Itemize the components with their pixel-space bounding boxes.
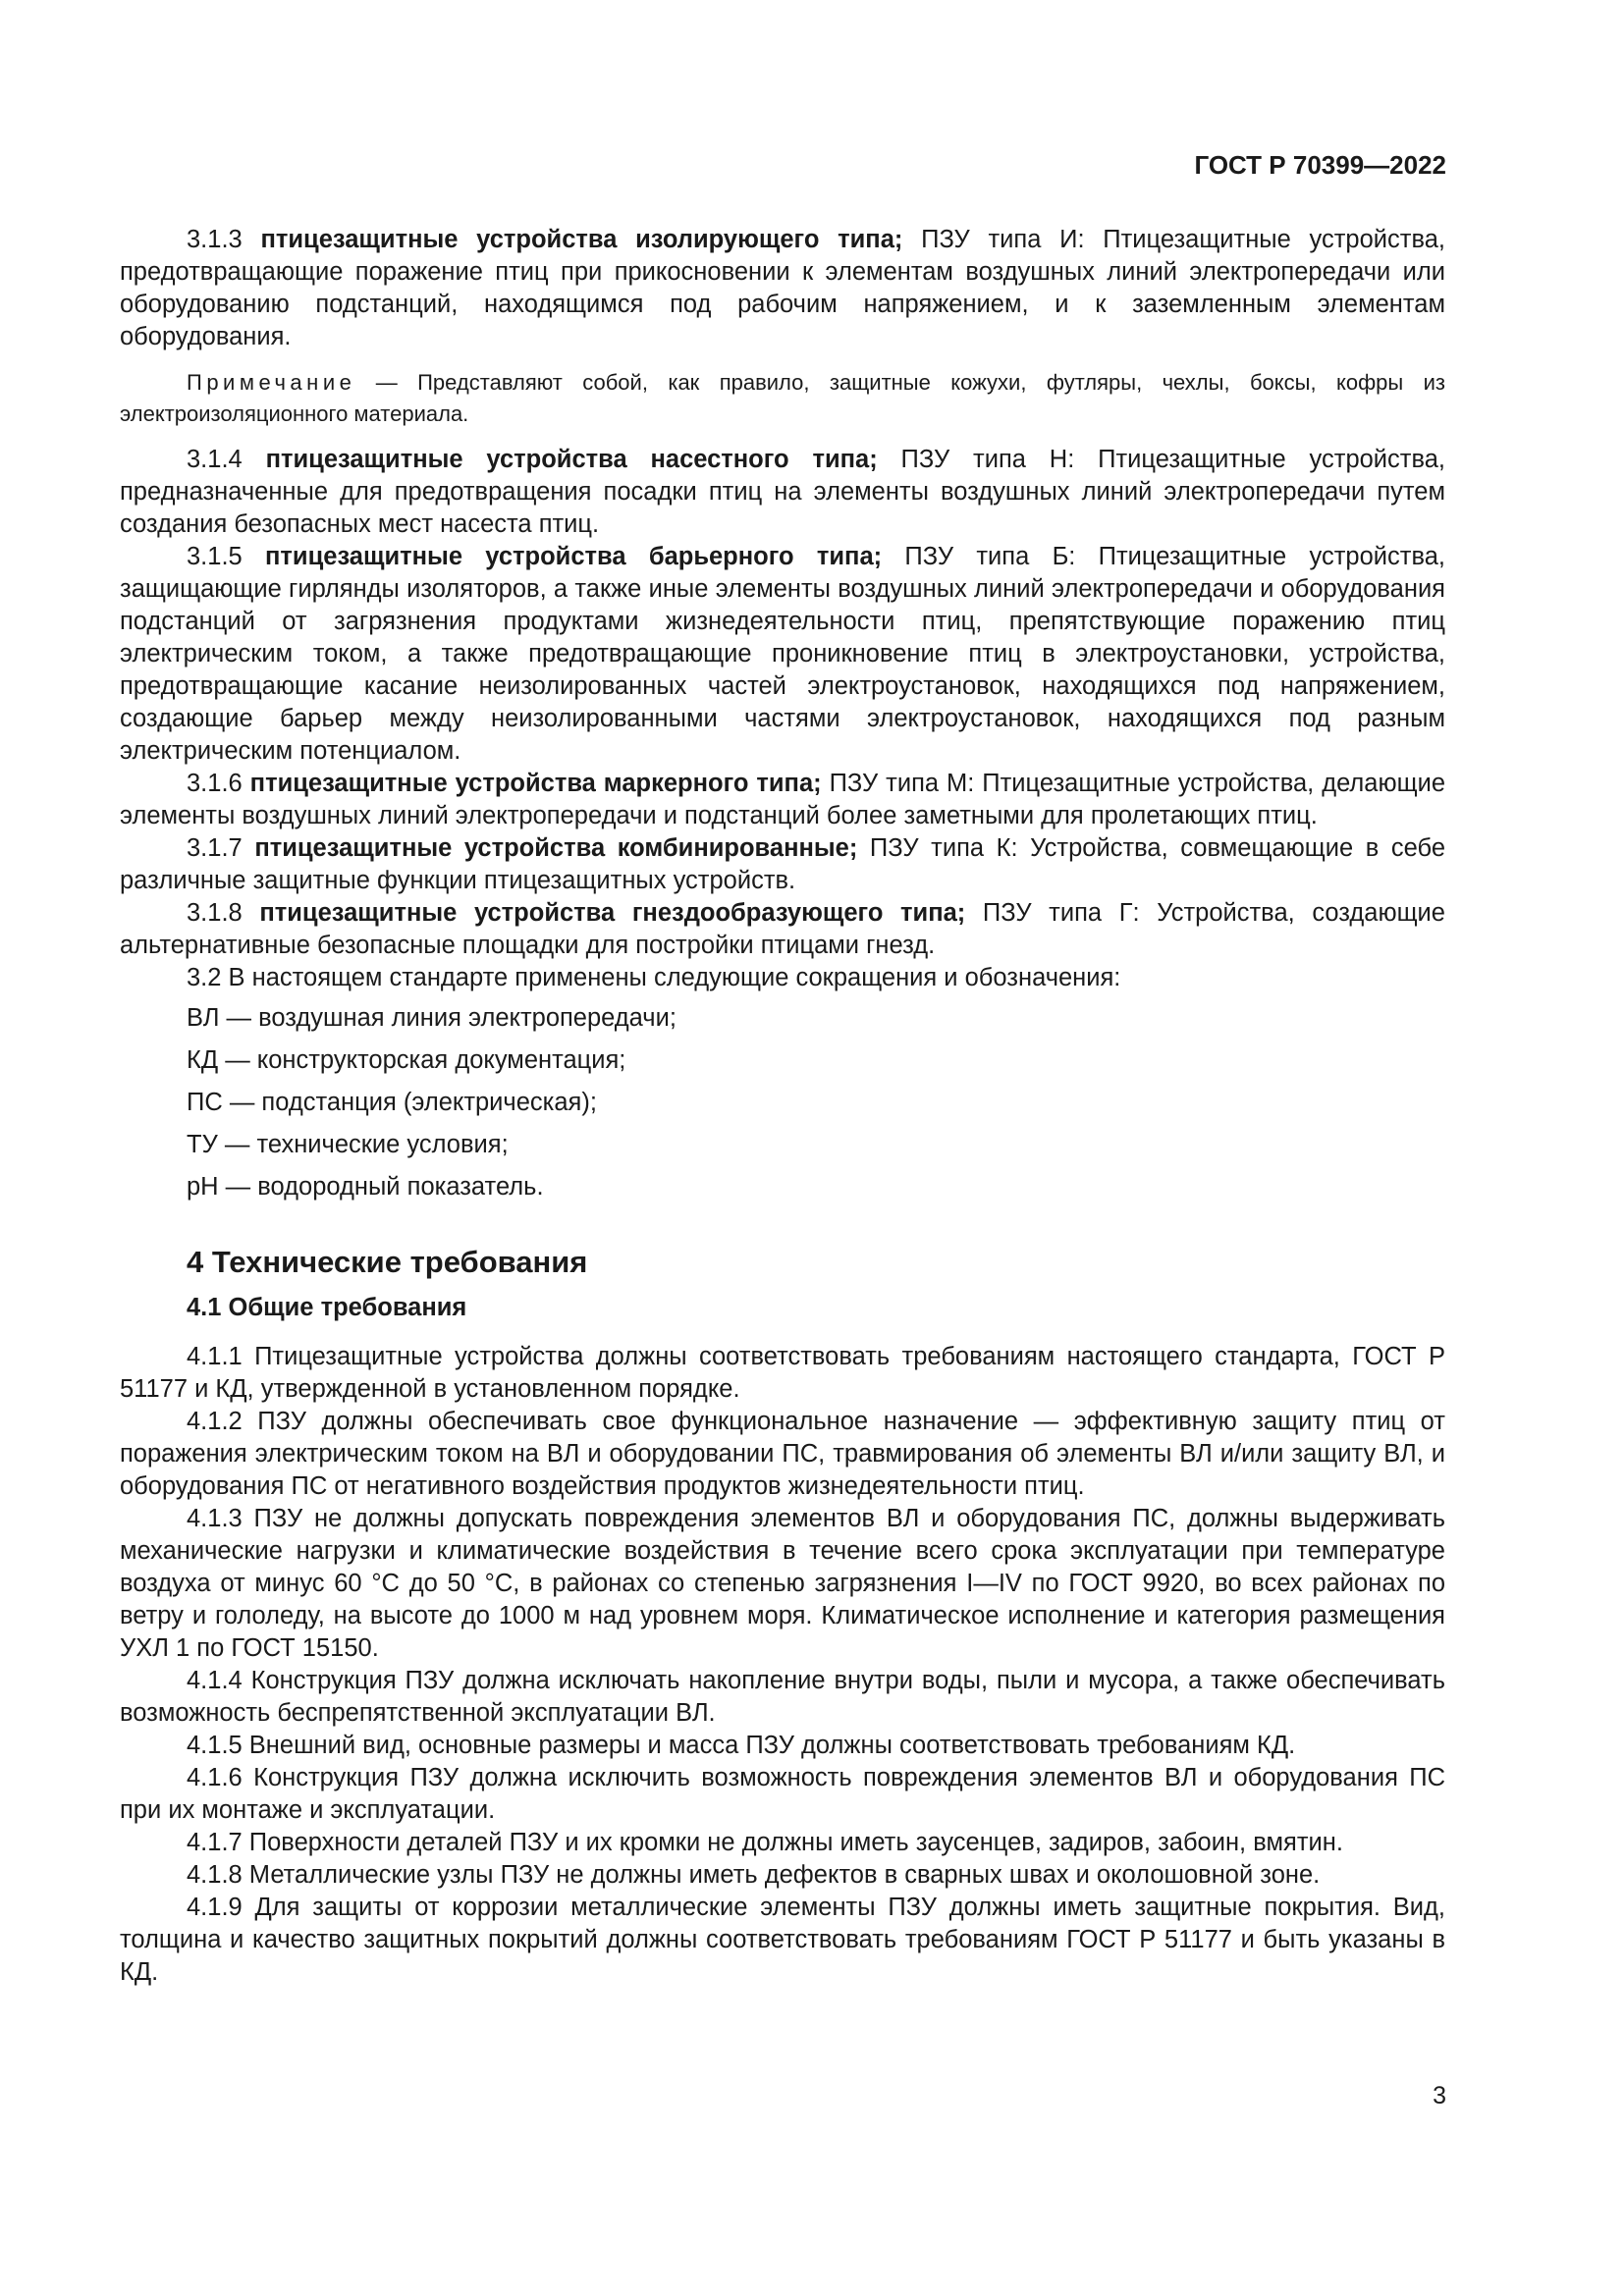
- clause-3-1-3: [120, 224, 1445, 353]
- clause-4-1-5: 4.1.5 Внешний вид, основные размеры и масса ПЗУ должны соответствовать требованиям КД.: [187, 1732, 1296, 1759]
- clause-number: 3.1.4: [187, 446, 243, 473]
- clause-term: птицезащитные устройства гнездообразующего типа;: [259, 899, 966, 927]
- clause-term: птицезащитные устройства изолирующего типа;: [260, 226, 903, 253]
- page-number: 3: [1433, 2082, 1446, 2109]
- clause-term: птицезащитные устройства маркерного типа;: [249, 770, 822, 797]
- clause-number: 3.1.6: [187, 770, 243, 797]
- page-content: [120, 224, 1445, 1989]
- clause-term: птицезащитные устройства комбинированные;: [254, 834, 858, 862]
- clause-number: 3.1.8: [187, 899, 243, 927]
- clause-term: птицезащитные устройства насестного типа;: [265, 446, 878, 473]
- clause-text: ПЗУ типа Г: Устройства, создающие альтернативные безопасные площадки для постройки птицами гнезд.: [120, 899, 1445, 959]
- clause-4-1-2: 4.1.2 ПЗУ должны обеспечивать свое функциональное назначение — эффективную защиту птиц от поражения электрическим током на ВЛ и оборудовании ПС, травмирования об элементы ВЛ и/или защиту ВЛ, и оборудования ПС от негативного воздействия продуктов жизнедеятельности птиц.: [120, 1408, 1445, 1500]
- clause-text: ПЗУ типа Б: Птицезащитные устройства, защищающие гирлянды изоляторов, а также иные элементы воздушных линий электропередачи и оборудования подстанций от загрязнения продуктами жизнедеятельности птиц, препятствующие поражению птиц электрическим током, а также предотвращающие проникновение птиц в электроустановки, устройства, предотвращающие касание неизолированных частей электроустановок, находящихся под напряжением, создающие барьер между неизолированными частями электроустановок, находящихся под разным электрическим потенциалом.: [120, 543, 1445, 765]
- document-id-header: ГОСТ Р 70399—2022: [1194, 150, 1446, 180]
- clause-3-1-5: [120, 541, 1445, 768]
- subsection-4-1-title: 4.1 Общие требования: [187, 1294, 467, 1321]
- clause-4-1-7: 4.1.7 Поверхности деталей ПЗУ и их кромки не должны иметь заусенцев, задиров, забоин, вмятин.: [187, 1829, 1343, 1856]
- clause-number: 3.1.3: [187, 226, 243, 253]
- clause-number: 3.1.5: [187, 543, 243, 570]
- clause-3-1-6: [120, 768, 1445, 832]
- abbreviations-list: [187, 1002, 1445, 1203]
- clause-text: ПЗУ типа М: Птицезащитные устройства, делающие элементы воздушных линий электропередачи и подстанций более заметными для пролетающих птиц.: [120, 770, 1445, 829]
- note-text: — Представляют собой, как правило, защитные кожухи, футляры, чехлы, боксы, кофры из электроизоляционного материала.: [120, 370, 1445, 426]
- clause-text: ПЗУ типа И: Птицезащитные устройства, предотвращающие поражение птиц при прикосновении к элементам воздушных линий электропередачи или оборудованию подстанций, находящимся под рабочим напряжением, и к заземленным элементам оборудования.: [120, 226, 1445, 350]
- abbreviation-item: ПС — подстанция (электрическая);: [187, 1089, 597, 1116]
- clause-text: ПЗУ типа Н: Птицезащитные устройства, предназначенные для предотвращения посадки птиц на элементы воздушных линий электропередачи путем создания безопасных мест насеста птиц.: [120, 446, 1446, 538]
- clause-3-1-7: [120, 832, 1445, 897]
- abbreviations-intro: 3.2 В настоящем стандарте применены следующие сокращения и обозначения:: [187, 964, 1121, 991]
- clause-4-1-9: 4.1.9 Для защиты от коррозии металлические элементы ПЗУ должны иметь защитные покрытия. Вид, толщина и качество защитных покрытий должны соответствовать требованиям ГОСТ Р 51177 и быть указаны в КД.: [120, 1894, 1445, 1986]
- section-4-title: 4 Технические требования: [187, 1245, 588, 1279]
- abbreviation-item: ТУ — технические условия;: [187, 1131, 509, 1158]
- clause-number: 3.1.7: [187, 834, 243, 862]
- note-label: Примечание: [187, 370, 356, 395]
- abbreviation-item: ВЛ — воздушная линия электропередачи;: [187, 1004, 677, 1032]
- clause-4-1-3: 4.1.3 ПЗУ не должны допускать повреждения элементов ВЛ и оборудования ПС, должны выдерживать механические нагрузки и климатические воздействия в течение всего срока эксплуатации при температуре воздуха от минус 60 °С до 50 °С, в районах со степенью загрязнения I—IV по ГОСТ 9920, во всех районах по ветру и гололеду, на высоте до 1000 м над уровнем моря. Климатическое исполнение и категория размещения УХЛ 1 по ГОСТ 15150.: [120, 1505, 1445, 1662]
- abbreviation-item: КД — конструкторская документация;: [187, 1046, 626, 1074]
- clause-3-1-4: [120, 444, 1445, 541]
- clause-3-1-8: [120, 897, 1445, 962]
- clause-term: птицезащитные устройства барьерного типа;: [265, 543, 883, 570]
- clause-4-1-1: 4.1.1 Птицезащитные устройства должны соответствовать требованиям настоящего стандарта, ГОСТ Р 51177 и КД, утвержденной в установленном порядке.: [120, 1343, 1445, 1403]
- clause-4-1-4: 4.1.4 Конструкция ПЗУ должна исключать накопление внутри воды, пыли и мусора, а также обеспечивать возможность беспрепятственной эксплуатации ВЛ.: [120, 1667, 1445, 1727]
- note: [120, 367, 1445, 430]
- clause-4-1-6: 4.1.6 Конструкция ПЗУ должна исключить возможность повреждения элементов ВЛ и оборудования ПС при их монтаже и эксплуатации.: [120, 1764, 1445, 1824]
- abbreviation-item: pH — водородный показатель.: [187, 1173, 544, 1201]
- clause-4-1-8: 4.1.8 Металлические узлы ПЗУ не должны иметь дефектов в сварных швах и околошовной зоне.: [187, 1861, 1321, 1889]
- clause-text: ПЗУ типа К: Устройства, совмещающие в себе различные защитные функции птицезащитных устройств.: [120, 834, 1445, 894]
